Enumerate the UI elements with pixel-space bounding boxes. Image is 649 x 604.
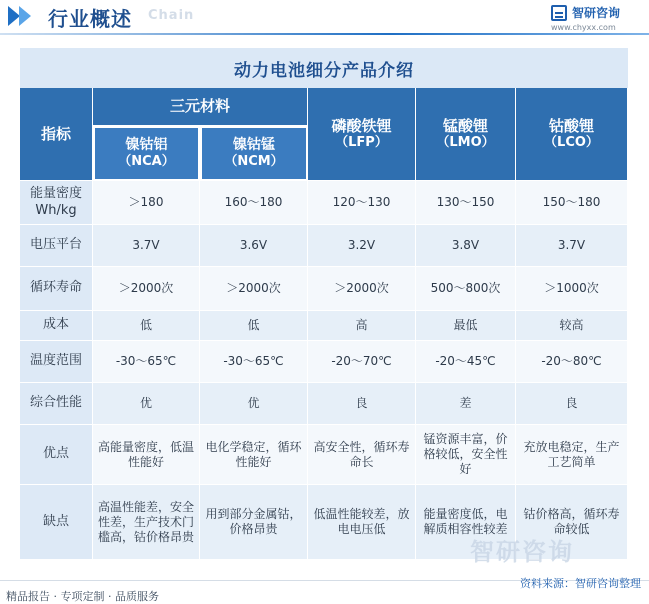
table-cell: ＞180 (93, 181, 200, 225)
indicator-header: 指标 (20, 88, 93, 181)
page-header (0, 0, 649, 34)
column-header-name: 磷酸铁锂 (331, 116, 392, 135)
table-caption: 动力电池细分产品介绍 (20, 48, 628, 88)
brand-url[interactable]: www.chyxx.com (551, 23, 616, 32)
table-cell: -30～65℃ (200, 341, 308, 383)
table-cell: ＞2000次 (308, 267, 416, 311)
table-cell: 良 (516, 383, 628, 425)
table-cell: -20～70℃ (308, 341, 416, 383)
table-cell: 用到部分金属钴，价格昂贵 (200, 485, 308, 560)
table-cell: ＞2000次 (200, 267, 308, 311)
column-header (93, 126, 200, 181)
column-header-name: 钴酸锂 (548, 116, 594, 135)
table-cell: 高 (308, 311, 416, 341)
table-cell: 高能量密度，低温性能好 (93, 425, 200, 485)
row-label: 温度范围 (20, 341, 93, 383)
table-cell: 130～150 (416, 181, 516, 225)
row-label: 成本 (20, 311, 93, 341)
table-cell: ＞1000次 (516, 267, 628, 311)
table-cell: 高温性能差，安全性差，生产技术门槛高，钴价格昂贵 (93, 485, 200, 560)
source-note: 资料来源：智研咨询整理 (520, 577, 641, 590)
table-cell: 3.6V (200, 225, 308, 267)
column-header-code: （NCM） (224, 154, 284, 170)
ternary-material-header: 三元材料 (93, 88, 308, 126)
title-watermark: Chain (148, 8, 195, 23)
table-cell: 能量密度低，电解质相容性较差 (416, 485, 516, 560)
section-title: 行业概述 (48, 7, 132, 31)
row-label: 综合性能 (20, 383, 93, 425)
table-cell: 低 (93, 311, 200, 341)
table-cell: 电化学稳定，循环性能好 (200, 425, 308, 485)
column-header (416, 88, 516, 181)
table-cell: 3.8V (416, 225, 516, 267)
column-header-code: （NCA） (118, 154, 175, 170)
brand-block[interactable] (551, 4, 641, 34)
table-cell: 优 (200, 383, 308, 425)
table-cell: 锰资源丰富，价格较低，安全性好 (416, 425, 516, 485)
column-header-code: （LMO） (436, 135, 495, 151)
row-label: 优点 (20, 425, 93, 485)
column-header-code: （LCO） (544, 135, 599, 151)
table-cell: 差 (416, 383, 516, 425)
table-cell: 低 (200, 311, 308, 341)
column-header (200, 126, 308, 181)
column-header (516, 88, 628, 181)
row-label: 缺点 (20, 485, 93, 560)
table-cell: -20～45℃ (416, 341, 516, 383)
table-cell: -30～65℃ (93, 341, 200, 383)
table-cell: 3.7V (93, 225, 200, 267)
table-cell: 钴价格高，循环寿命较低 (516, 485, 628, 560)
table-cell: 充放电稳定，生产工艺简单 (516, 425, 628, 485)
column-header-code: （LFP） (335, 135, 388, 151)
table-cell: -20～80℃ (516, 341, 628, 383)
table-cell: 高安全性，循环寿命长 (308, 425, 416, 485)
double-chevron-icon (6, 6, 36, 26)
row-label: 电压平台 (20, 225, 93, 267)
footer-slogan: 精品报告 · 专项定制 · 品质服务 (6, 590, 159, 603)
table-cell: 低温性能较差，放电电压低 (308, 485, 416, 560)
product-comparison-table (20, 48, 628, 572)
row-label: 循环寿命 (20, 267, 93, 311)
table-cell: 150～180 (516, 181, 628, 225)
column-header-name: 镍钴铝 (125, 136, 168, 153)
table-cell: ＞2000次 (93, 267, 200, 311)
table-cell: 120～130 (308, 181, 416, 225)
table-cell: 500～800次 (416, 267, 516, 311)
table-cell: 3.2V (308, 225, 416, 267)
column-header (308, 88, 416, 181)
table-cell: 良 (308, 383, 416, 425)
table-cell: 最低 (416, 311, 516, 341)
column-header-name: 镍钴锰 (233, 136, 275, 153)
header-divider (0, 33, 649, 35)
table-cell: 较高 (516, 311, 628, 341)
table-cell: 160～180 (200, 181, 308, 225)
watermark-text: 智研咨询 (470, 538, 574, 566)
column-header-name: 锰酸锂 (442, 116, 488, 135)
row-label: 能量密度Wh/kg (20, 181, 93, 225)
table-cell: 3.7V (516, 225, 628, 267)
brand-name: 智研咨询 (572, 6, 621, 20)
table-cell: 优 (93, 383, 200, 425)
brand-logo-icon (551, 5, 567, 21)
